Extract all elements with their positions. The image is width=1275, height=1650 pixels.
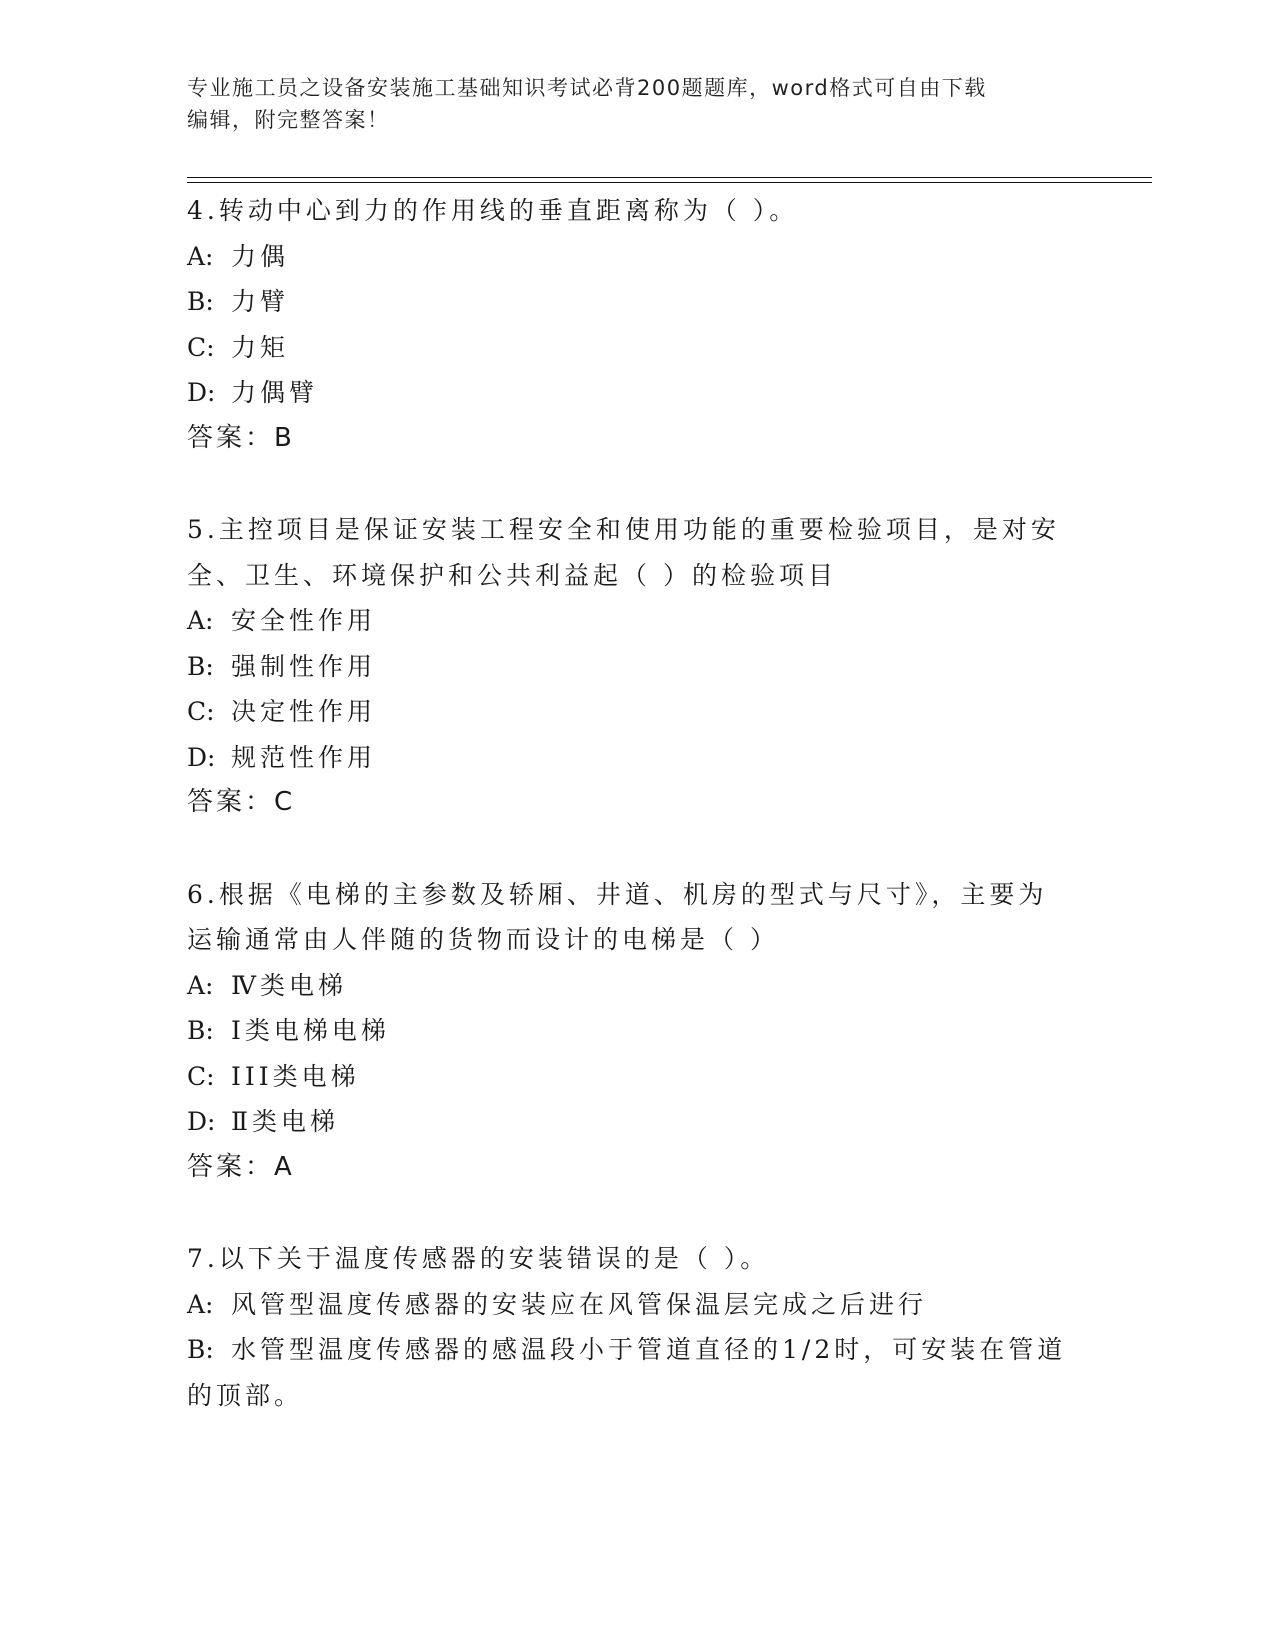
question-7: [187, 1236, 1067, 1418]
question-6: [187, 872, 1067, 1191]
option-c: [187, 1054, 1067, 1100]
option-letter: D:: [187, 1107, 216, 1136]
option-text: 力臂: [231, 287, 290, 316]
option-letter: A:: [187, 1289, 214, 1319]
option-d: [187, 1099, 1067, 1145]
header-title-line-1: 专业施工员之设备安装施工基础知识考试必背200题题库，word格式可自由下载: [187, 76, 987, 100]
answer-line: 答案：B: [187, 422, 295, 453]
option-b: [187, 279, 1067, 325]
option-letter: D:: [187, 742, 216, 772]
header-title-line-2: 编辑，附完整答案！: [187, 108, 390, 132]
question-stem: 7.以下关于温度传感器的安装错误的是（ ）。: [187, 1244, 770, 1273]
option-text: 规范性作用: [231, 742, 377, 772]
document-header: [187, 72, 1087, 136]
option-text: Ⅳ类电梯: [231, 970, 347, 1000]
option-d: [187, 370, 1067, 416]
question-stem: 5.主控项目是保证安装工程安全和使用功能的重要检验项目，是对安全、卫生、环境保护和公共利益起（ ）的检验项目: [187, 515, 1060, 590]
option-letter: B:: [187, 1335, 214, 1364]
option-c: [187, 689, 1067, 735]
option-text: 安全性作用: [231, 606, 377, 635]
question-list: [187, 188, 1067, 1464]
option-letter: A:: [187, 241, 214, 271]
option-letter: A:: [187, 970, 214, 1000]
option-b: [187, 1327, 1067, 1418]
option-text: 决定性作用: [231, 697, 377, 726]
question-stem: 6.根据《电梯的主参数及轿厢、井道、机房的型式与尺寸》，主要为运输通常由人伴随的货物而设计的电梯是（ ）: [187, 879, 1048, 954]
option-letter: B:: [187, 1016, 214, 1045]
question-4: [187, 188, 1067, 461]
option-letter: B:: [187, 287, 214, 316]
option-text: 力矩: [231, 332, 290, 362]
option-a: [187, 963, 1067, 1009]
option-letter: C:: [187, 1061, 215, 1091]
question-stem: 4.转动中心到力的作用线的垂直距离称为（ ）。: [187, 196, 799, 225]
option-text: 风管型温度传感器的安装应在风管保温层完成之后进行: [231, 1289, 928, 1319]
option-letter: D:: [187, 378, 216, 407]
option-letter: C:: [187, 697, 215, 726]
option-b: [187, 644, 1067, 690]
option-text: Ⅱ类电梯: [231, 1107, 339, 1136]
answer-line: 答案：A: [187, 1151, 295, 1182]
option-text: Ⅰ类电梯电梯: [231, 1016, 390, 1045]
option-b: [187, 1008, 1067, 1054]
option-c: [187, 325, 1067, 371]
header-divider-top: [187, 177, 1152, 178]
option-a: [187, 598, 1067, 644]
answer-line: 答案：C: [187, 787, 296, 817]
option-text: 力偶臂: [231, 378, 319, 407]
header-divider-bottom: [187, 182, 1152, 183]
option-text: 力偶: [231, 241, 290, 271]
option-a: [187, 1282, 1067, 1328]
option-d: [187, 735, 1067, 781]
option-letter: A:: [187, 606, 214, 635]
question-5: [187, 507, 1067, 826]
option-text: III类电梯: [231, 1061, 360, 1091]
option-letter: B:: [187, 651, 214, 681]
option-letter: C:: [187, 332, 215, 362]
option-text: 强制性作用: [231, 651, 377, 681]
option-a: [187, 234, 1067, 280]
option-text: 水管型温度传感器的感温段小于管道直径的1/2时，可安装在管道的顶部。: [187, 1335, 1067, 1410]
